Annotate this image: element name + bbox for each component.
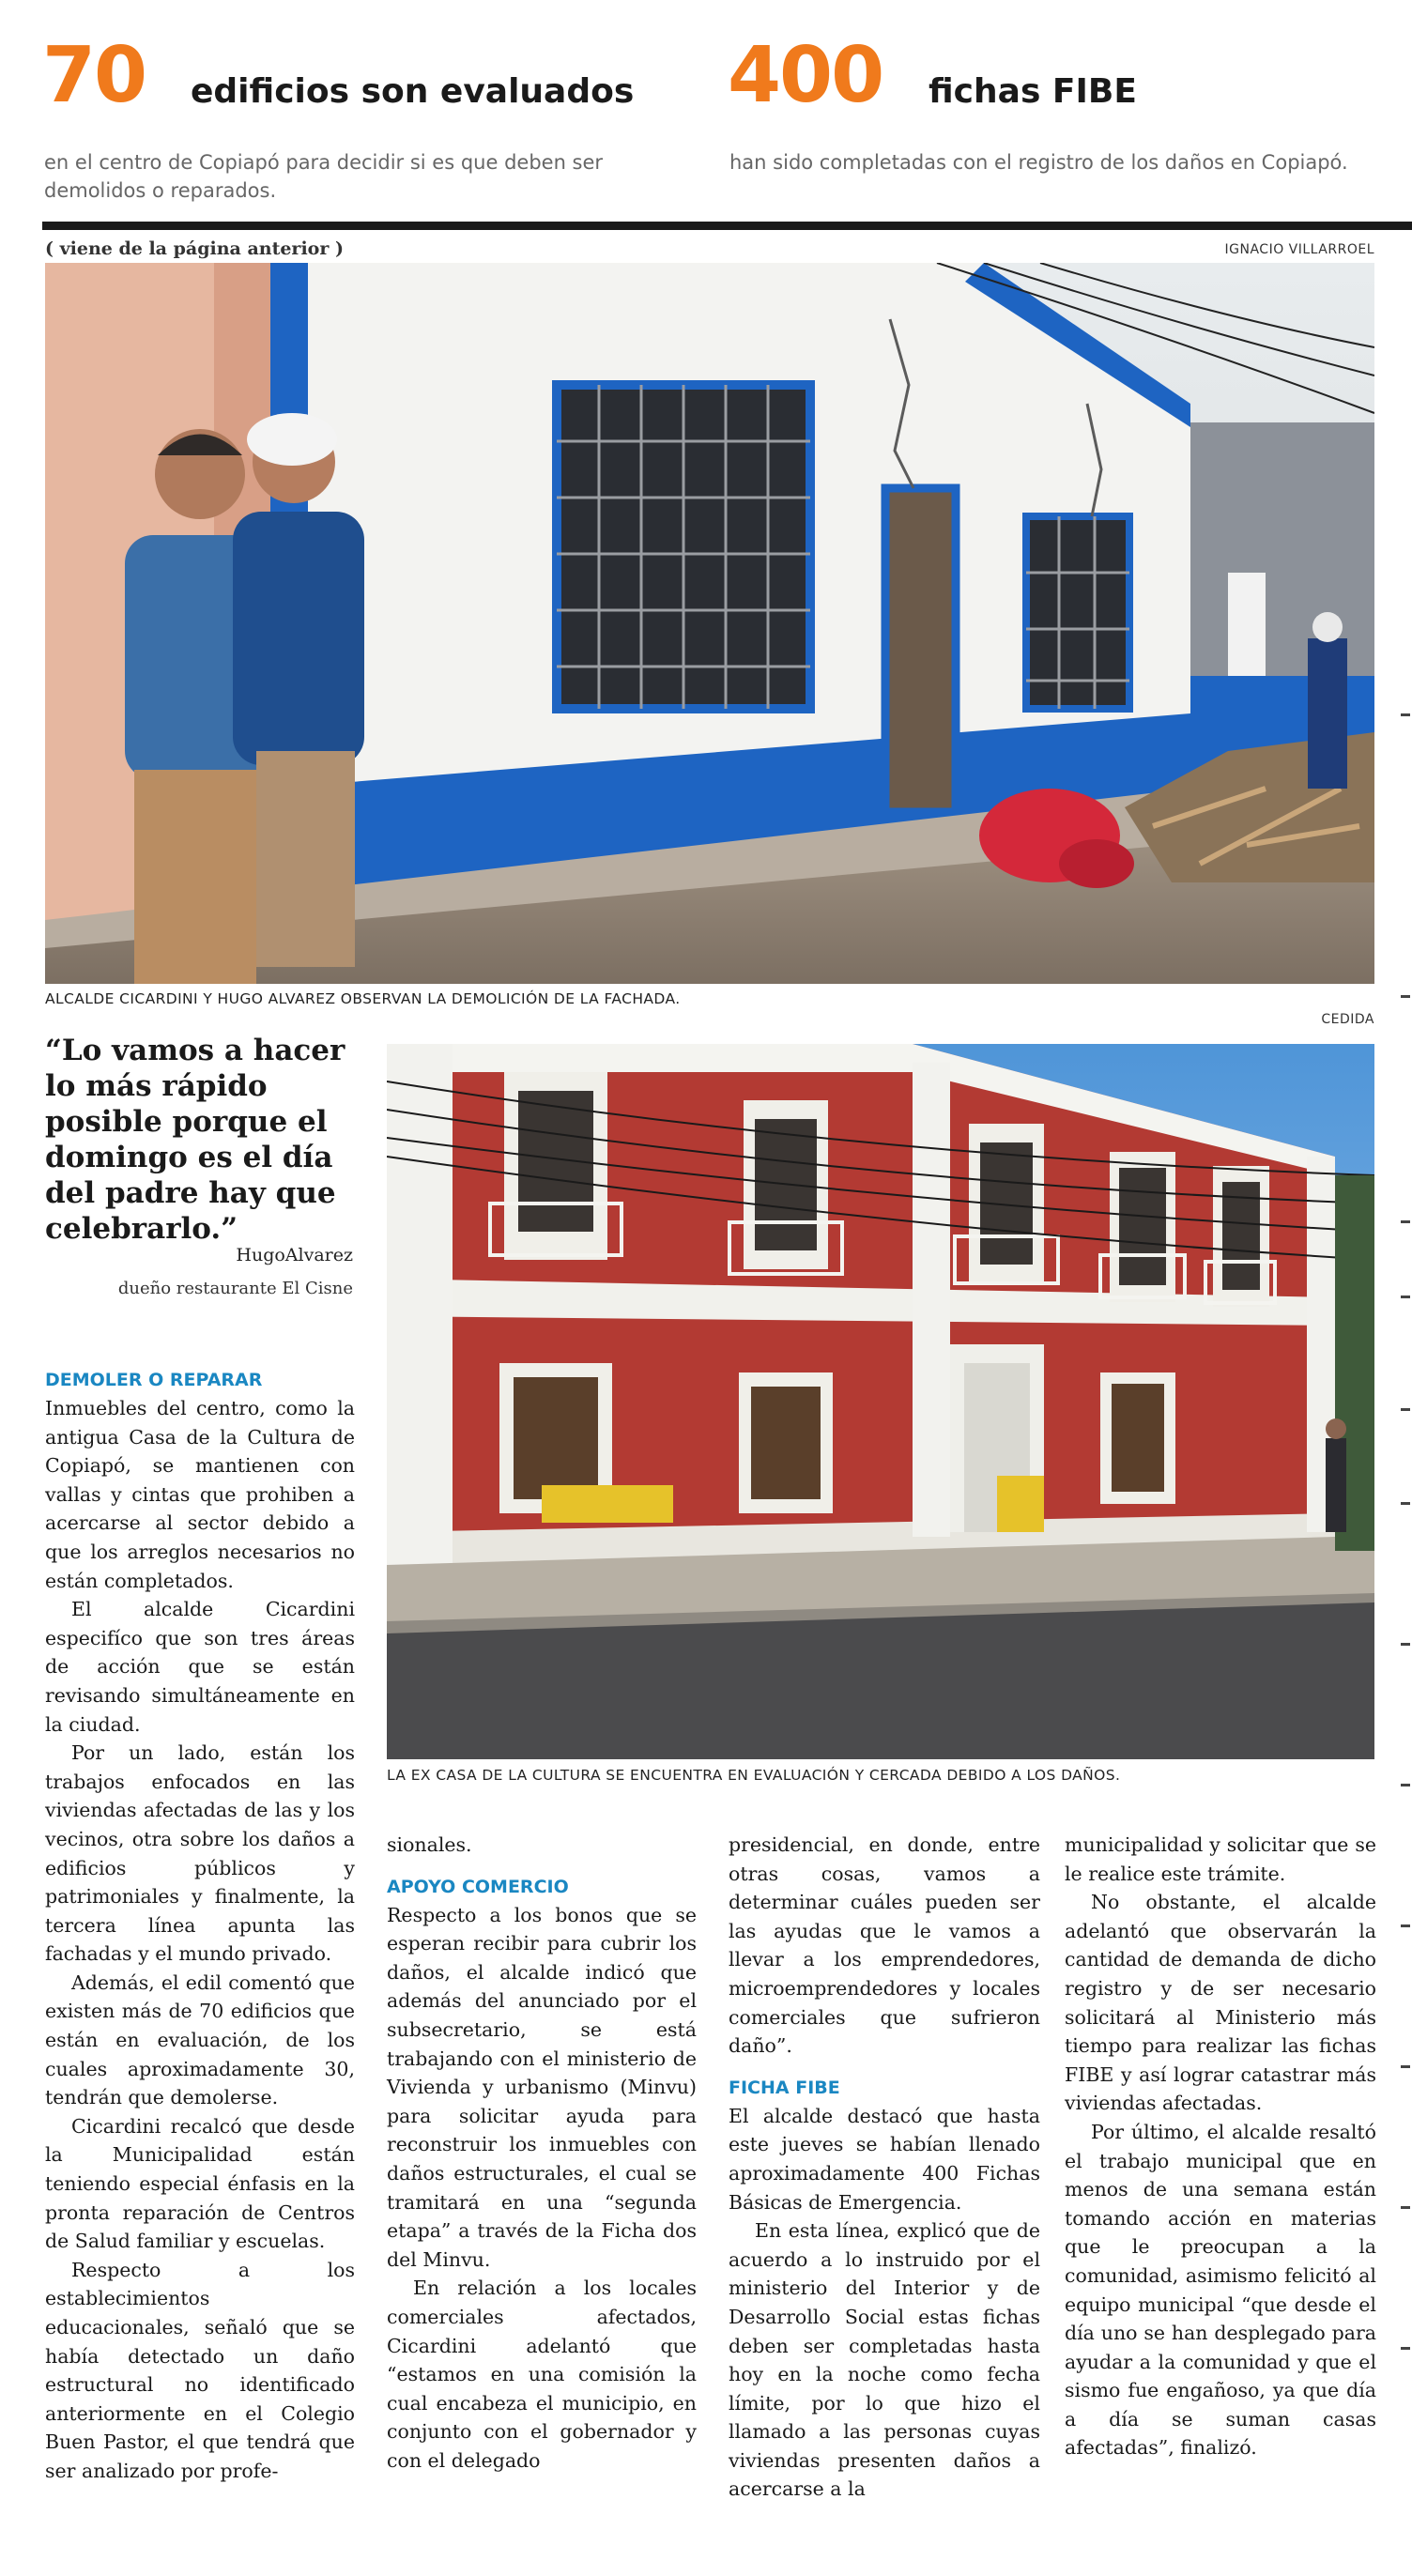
photo-casa-cultura	[387, 1044, 1374, 1759]
quote-author: HugoAlvarez	[236, 1245, 353, 1265]
paragraph: En esta línea, explicó que de acuerdo a lo instruido por el ministerio del Interior y de Desarrollo Social estas fichas deben ser completadas hasta hoy en la noche como fecha límite, por lo que hizo el llamado a las personas cuyas viviendas presenten daños a acercarse a la	[729, 2219, 1040, 2501]
article-column-4	[1065, 1831, 1376, 2462]
paragraph: El alcalde Cicardini especifíco que son tres áreas de acción que se están revisando simultáneamente en la ciudad.	[45, 1598, 355, 1736]
subhead-apoyo: APOYO COMERCIO	[387, 1876, 569, 1897]
photo-credit: CEDIDA	[1321, 1012, 1374, 1027]
paragraph: sionales.	[387, 1833, 472, 1856]
stat-number: 400	[728, 31, 883, 120]
stat-label: fichas FIBE	[929, 72, 1137, 111]
stat-description: en el centro de Copiapó para decidir si es que deben ser demolidos o reparados.	[44, 151, 604, 202]
paragraph: Además, el edil comentó que existen más de 70 edificios que están en evaluación, de los cuales aproximadamente 30, tendrán que demolerse.	[45, 1970, 355, 2109]
stat-block-buildings	[42, 31, 699, 202]
pull-quote: “Lo vamos a hacer lo más rápido posible porque el domingo es el día del padre hay que celebrarlo.”	[45, 1034, 345, 1246]
paragraph: No obstante, el alcalde adelantó que observarán la cantidad de demanda de dicho registro y de ser necesario solicitará al Ministerio más tiempo para realizar las fichas FIBE y así lograr catastrar más viviendas afectadas.	[1065, 1891, 1376, 2115]
paragraph: Respecto a los bonos que se esperan recibir para cubrir los daños, el alcalde indicó que además del anunciado por el subsecretario, se está trabajando con el ministerio de Vivienda y urbanismo (Minvu) para solicitar ayuda para reconstruir los inmuebles con daños estructurales, el cual se tramitará en una “segunda etapa” a través de la Ficha dos del Minvu.	[387, 1903, 697, 2271]
photo-demolition	[45, 263, 1374, 984]
demolition-scene-illustration	[45, 263, 1374, 984]
subhead-demoler: DEMOLER O REPARAR	[45, 1370, 263, 1390]
header-rule	[42, 222, 1412, 230]
photo-caption: LA EX CASA DE LA CULTURA SE ENCUENTRA EN EVALUACIÓN Y CERCADA DEBIDO A LOS DAÑOS.	[387, 1767, 1121, 1784]
continuation-note: ( viene de la página anterior )	[45, 238, 344, 259]
paragraph: Por un lado, están los trabajos enfocados en las viviendas afectadas de las y los vecinos, otra sobre los daños a edificios públicos y patrimoniales y finalmente, la tercera línea apunta las fachadas y el mundo privado.	[45, 1741, 355, 1966]
stat-number: 70	[42, 31, 146, 120]
paragraph: presidencial, en donde, entre otras cosas, vamos a determinar cuáles pueden ser las ayudas que le vamos a llevar a los emprendedores, microemprendedores y locales comerciales que sufrieron daño”.	[729, 1833, 1040, 2058]
stat-description: han sido completadas con el registro de los daños en Copiapó.	[729, 151, 1348, 174]
photo-caption: ALCALDE CICARDINI Y HUGO ALVAREZ OBSERVAN LA DEMOLICIÓN DE LA FACHADA.	[45, 990, 681, 1007]
article-column-1	[45, 1366, 355, 2486]
stat-label: edificios son evaluados	[191, 72, 635, 111]
paragraph: Inmuebles del centro, como la antigua Casa de la Cultura de Copiapó, se mantienen con vallas y cintas que prohiben a acercarse al sector debido a que los arreglos necesarios no están completados.	[45, 1397, 355, 1592]
paragraph: Por último, el alcalde resaltó el trabajo municipal que en menos de una semana están tomando acción en materias que le preocupan a la comunidad, asimismo felicitó al equipo municipal “que desde el día uno se han desplegado para ayudar a la comunidad y que el sismo fue engañoso, ya que día a día se suman casas afectadas”, finalizó.	[1065, 2120, 1376, 2460]
paragraph: Cicardini recalcó que desde la Municipalidad están teniendo especial énfasis en la pronta reparación de Centros de Salud familiar y escuelas.	[45, 2114, 355, 2253]
quote-role: dueño restaurante El Cisne	[117, 1279, 353, 1298]
article-column-3	[729, 1831, 1040, 2504]
adjacent-column-fragment	[1399, 282, 1412, 2535]
stat-block-fibe	[728, 31, 1385, 178]
paragraph: En relación a los locales comerciales afectados, Cicardini adelantó que “estamos en una comisión la cual encabeza el municipio, en conjunto con el gobernador y con el delegado	[387, 2277, 697, 2472]
paragraph: El alcalde destacó que hasta este jueves se habían llenado aproximadamente 400 Fichas Básicas de Emergencia.	[729, 2104, 1040, 2214]
paragraph: Respecto a los establecimientos educacionales, señaló que se había detectado un daño estructural no identificado anteriormente en el Colegio Buen Pastor, el que tendrá que ser analizado por profe-	[45, 2258, 355, 2482]
photo-credit: IGNACIO VILLARROEL	[1224, 242, 1374, 257]
article-column-2	[387, 1831, 697, 2475]
casa-cultura-illustration	[387, 1044, 1374, 1759]
subhead-ficha: FICHA FIBE	[729, 2077, 840, 2098]
paragraph: municipalidad y solicitar que se le realice este trámite.	[1065, 1833, 1376, 1885]
